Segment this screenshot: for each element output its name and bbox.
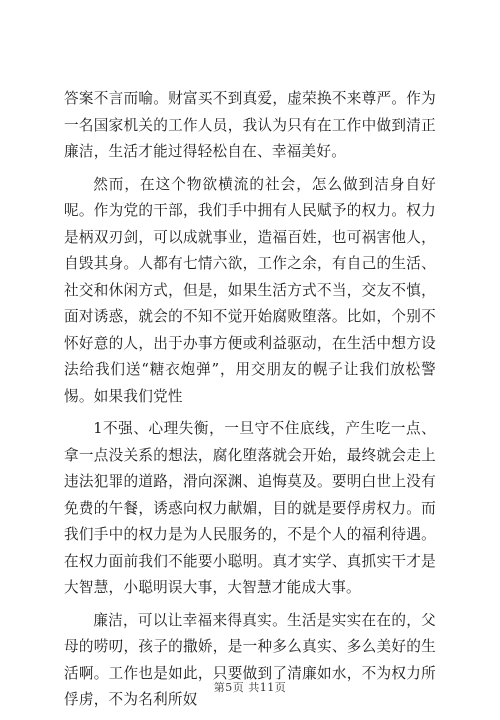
paragraph-3: 1不强、心理失衡，一旦守不住底线，产生吃一点、拿一点没关系的想法，腐化堕落就会开始，最终就会走上违法犯罪的道路，滑向深渊、追悔莫及。要明白世上没有免费的午餐，诱惑向权力献媚，目的就是要俘虏权力。而我们手中的权力是为人民服务的，不是个人的福利待遇。在权力面前我们不能要小聪明。真才实学、真抓实干才是大智慧，小聪明误大事，大智慧才能成大事。 (64, 420, 436, 596)
document-body (64, 86, 436, 720)
paragraph-2: 然而，在这个物欲横流的社会，怎么做到洁身自好呢。作为党的干部，我们手中拥有人民赋予的权力。权力是柄双刃剑，可以成就事业，造福百姓，也可祸害他人，自毁其身。人都有七情六欲，工作之余，有自己的生活、社交和休闲方式，但是，如果生活方式不当，交友不慎，面对诱惑，就会的不知不觉开始腐败堕落。比如，个别不怀好意的人，出于办事方便或利益驱动，在生活中想方设法给我们送“糖衣炮弹”，用交朋友的幌子让我们放松警惕。如果我们党性 (64, 175, 436, 405)
paragraph-1: 答案不言而喻。财富买不到真爱，虚荣换不来尊严。作为一名国家机关的工作人员，我认为只有在工作中做到清正廉洁，生活才能过得轻松自在、幸福美好。 (64, 90, 436, 160)
paragraph-4: 廉洁，可以让幸福来得真实。生活是实实在在的，父母的唠叨，孩子的撒娇，是一种多么真实、多么美好的生活啊。工作也是如此，只要做到了清廉如水，不为权力所俘虏，不为名利所奴 (64, 611, 436, 708)
page-number-footer: 第5页 共11页 (213, 681, 287, 694)
